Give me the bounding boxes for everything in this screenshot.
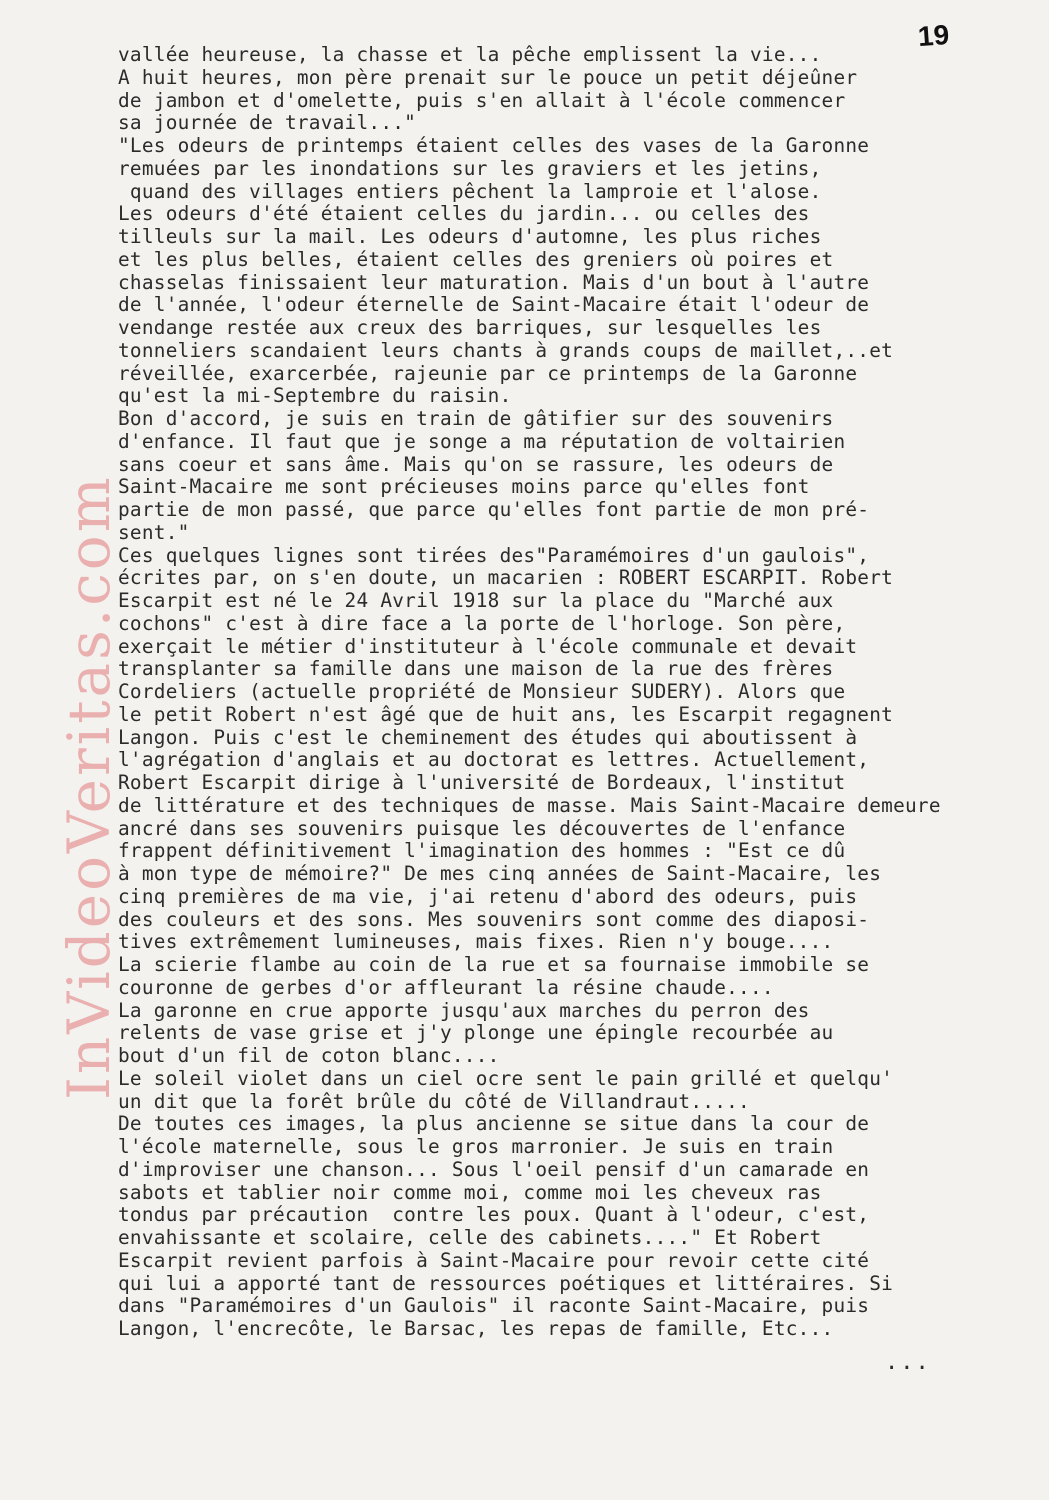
text-line: à mon type de mémoire?" De mes cinq années de Saint-Macaire, les (118, 862, 882, 885)
text-line: exerçait le métier d'instituteur à l'école communale et devait (118, 634, 858, 658)
text-line: De toutes ces images, la plus ancienne se situe dans la cour de (118, 1112, 870, 1136)
text-line: Le soleil violet dans un ciel ocre sent le pain grillé et quelqu' (118, 1066, 894, 1090)
text-line: de l'année, l'odeur éternelle de Saint-Macaire était l'odeur de (118, 293, 870, 317)
text-line: le petit Robert n'est âgé que de huit ans, les Escarpit regagnent (118, 702, 894, 726)
text-line: Escarpit revient parfois à Saint-Macaire pour revoir cette cité (118, 1248, 870, 1272)
typed-body-text (118, 44, 998, 1341)
continuation-mark: ... (885, 1350, 931, 1375)
text-line: cinq premières de ma vie, j'ai retenu d'abord des odeurs, puis (118, 884, 858, 908)
text-line: sabots et tablier noir comme moi, comme moi les cheveux ras (118, 1180, 822, 1204)
text-line: cochons" c'est à dire face a la porte de l'horloge. Son père, (118, 611, 846, 635)
text-line: La scierie flambe au coin de la rue et sa fournaise immobile se (118, 953, 870, 976)
text-line: qu'est la mi-Septembre du raisin. (118, 384, 512, 408)
text-line: "Les odeurs de printemps étaient celles des vases de la Garonne (118, 134, 870, 157)
text-line: transplanter sa famille dans une maison de la rue des frères (118, 657, 834, 681)
text-line: écrites par, on s'en doute, un macarien : ROBERT ESCARPIT. Robert (118, 566, 894, 590)
text-line: un dit que la forêt brûle du côté de Villandraut..... (118, 1089, 750, 1113)
text-line: tives extrêmement lumineuses, mais fixes. Rien n'y bouge.... (118, 930, 834, 954)
text-line: sent." (118, 520, 190, 544)
text-line: Escarpit est né le 24 Avril 1918 sur la place du "Marché aux (118, 589, 834, 612)
text-line: Les odeurs d'été étaient celles du jardin... ou celles des (118, 202, 810, 226)
text-line: remuées par les inondations sur les graviers et les jetins, (118, 156, 822, 180)
text-line: ancré dans ses souvenirs puisque les découvertes de l'enfance (118, 816, 846, 840)
text-line: Ces quelques lignes sont tirées des"Paramémoires d'un gaulois", (118, 543, 870, 567)
text-line: sans coeur et sans âme. Mais qu'on se rassure, les odeurs de (118, 452, 834, 476)
watermark-text: InVideoVeritas.com (55, 474, 123, 1100)
text-line: partie de mon passé, que parce qu'elles font partie de mon pré- (118, 498, 870, 521)
text-line: d'improviser une chanson... Sous l'oeil pensif d'un camarade en (118, 1157, 870, 1181)
text-line: d'enfance. Il faut que je songe a ma réputation de voltairien (118, 429, 846, 453)
text-line: et les plus belles, étaient celles des greniers où poires et (118, 247, 834, 271)
text-line: qui lui a apporté tant de ressources poétiques et littéraires. Si (118, 1271, 894, 1295)
text-line: couronne de gerbes d'or affleurant la résine chaude.... (118, 975, 774, 999)
text-line: A huit heures, mon père prenait sur le pouce un petit déjeûner (118, 65, 858, 89)
text-line: envahissante et scolaire, celle des cabinets...." Et Robert (118, 1226, 822, 1249)
text-line: tilleuls sur la mail. Les odeurs d'automne, les plus riches (118, 225, 822, 248)
text-line: Saint-Macaire me sont précieuses moins parce qu'elles font (118, 475, 810, 499)
text-line: Langon. Puis c'est le cheminement des études qui aboutissent à (118, 725, 858, 749)
text-line: Robert Escarpit dirige à l'université de Bordeaux, l'institut (118, 771, 846, 794)
page-number: 19 (916, 18, 951, 53)
text-line: tondus par précaution contre les poux. Quant à l'odeur, c'est, (118, 1203, 870, 1227)
text-line: vendange restée aux creux des barriques, sur lesquelles les (118, 316, 822, 339)
text-line: sa journée de travail..." (118, 111, 417, 135)
text-line: vallée heureuse, la chasse et la pêche emplissent la vie... (118, 43, 822, 66)
text-line: La garonne en crue apporte jusqu'aux marches du perron des (118, 998, 810, 1022)
text-line: Bon d'accord, je suis en train de gâtifier sur des souvenirs (118, 407, 834, 430)
text-line: l'école maternelle, sous le gros marronier. Je suis en train (118, 1135, 834, 1158)
text-line: chasselas finissaient leur maturation. Mais d'un bout à l'autre (118, 270, 870, 294)
text-line: de littérature et des techniques de masse. Mais Saint-Macaire demeure (118, 793, 941, 817)
text-line: bout d'un fil de coton blanc.... (118, 1044, 500, 1067)
text-line: Langon, l'encrecôte, le Barsac, les repas de famille, Etc... (118, 1317, 834, 1340)
text-line: réveillée, exarcerbée, rajeunie par ce printemps de la Garonne (118, 361, 858, 385)
text-line: tonneliers scandaient leurs chants à grands coups de maillet,..et (118, 338, 894, 362)
text-line: relents de vase grise et j'y plonge une épingle recourbée au (118, 1021, 834, 1045)
text-line: de jambon et d'omelette, puis s'en allait à l'école commencer (118, 88, 846, 112)
text-line: l'agrégation d'anglais et au doctorat es lettres. Actuellement, (118, 748, 870, 772)
text-line: des couleurs et des sons. Mes souvenirs sont comme des diaposi- (118, 907, 870, 931)
text-line: frappent définitivement l'imagination des hommes : "Est ce dû (118, 839, 846, 863)
text-line: dans "Paramémoires d'un Gaulois" il raconte Saint-Macaire, puis (118, 1294, 870, 1318)
text-line: quand des villages entiers pêchent la lamproie et l'alose. (118, 179, 822, 203)
text-line: Cordeliers (actuelle propriété de Monsieur SUDERY). Alors que (118, 680, 846, 703)
